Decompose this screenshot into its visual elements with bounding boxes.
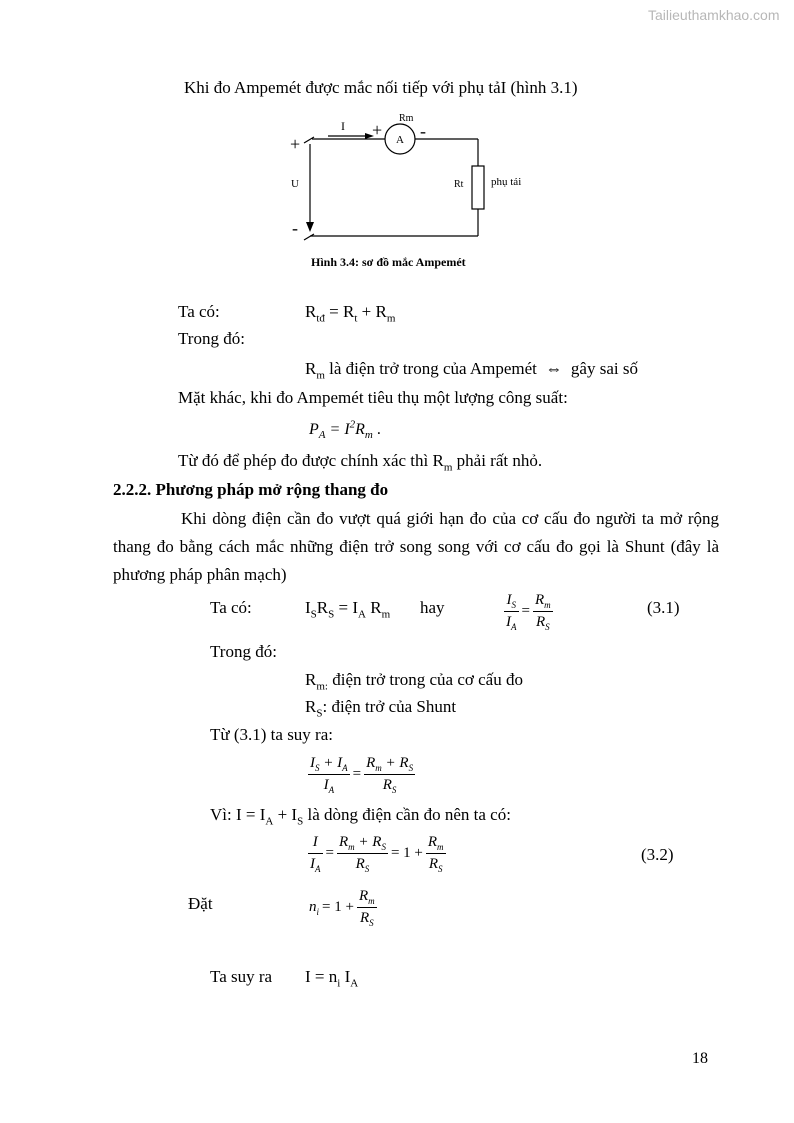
vi-text: Vì: $I = I_A + I_S$ là dòng điện cần đo nên ta có:: [210, 805, 511, 828]
ammeter-circuit-diagram: [280, 108, 530, 248]
final-equation: $I = n_i$ $I_A$: [305, 967, 359, 990]
switch-bottom: [304, 234, 314, 240]
rm-note: $R_m$ là điện trở trong của Ampemét ⇔ gây sai số: [305, 359, 638, 382]
meter-minus-label: -: [420, 121, 426, 141]
trong-do-label-2: Trong đó:: [210, 642, 277, 661]
equation-derived: $\frac{I_S + I_A}{I_A}$ = $\frac{R_m + R_S}{R_S}$: [310, 755, 414, 795]
equation-31-fraction: $\frac{I_S}{I_A}$ = $\frac{R_m}{R_S}$: [506, 592, 551, 632]
equation-31-number: (3.1): [647, 598, 680, 617]
dat-label: Đặt: [188, 894, 213, 913]
figure-caption: Hình 3.4: sơ đồ mắc Ampemét: [311, 255, 466, 269]
power-formula: $P_A = I^2R_m$ .: [309, 418, 381, 442]
current-label: I: [341, 119, 345, 133]
ta-suy-ra-label: Ta suy ra: [210, 967, 273, 986]
definition-rs: $R_S$: điện trở của Shunt: [305, 697, 457, 720]
intro-text: Khi đo Ampemét được mắc nối tiếp với phụ tảI (hình 3.1): [184, 78, 578, 97]
page-number: 18: [692, 1050, 708, 1067]
body-paragraph: Khi dòng điện cần đo vượt quá giới hạn đo của cơ cấu đo người ta mở rộng thang đo bằng cách mắc những điện trở song song với cơ cấu đo gọi là Shunt (đây là phương pháp phân mạch): [113, 509, 719, 584]
trong-do-label-1: Trong đó:: [178, 329, 245, 348]
voltage-arrow-head: [306, 222, 314, 232]
equation-32: $\frac{I}{I_A}$ = $\frac{R_m + R_S}{R_S}$ = 1 + $\frac{R_m}{R_S}$: [310, 834, 444, 874]
mat-khac-text: Mặt khác, khi đo Ampemét tiêu thụ một lượng công suất:: [178, 388, 568, 407]
load-label: phụ tải: [491, 176, 522, 188]
equation-32-number: (3.2): [641, 845, 674, 864]
load-resistor: [472, 166, 484, 209]
left-minus-label: -: [292, 218, 298, 238]
left-plus-label: +: [290, 134, 301, 154]
equation-rtd: $R_{tđ} = R_t + R_m$: [305, 302, 396, 325]
meter-symbol: A: [396, 134, 404, 146]
switch-top: [304, 137, 314, 143]
section-heading: 2.2.2. Phương pháp mở rộng thang đo: [113, 480, 389, 499]
ta-co-label-2: Ta có:: [210, 598, 252, 617]
rm-label: Rm: [399, 113, 414, 124]
rt-label: Rt: [454, 179, 464, 190]
voltage-label: U: [291, 178, 299, 190]
meter-plus-label: +: [372, 120, 383, 140]
ta-co-label-1: Ta có:: [178, 302, 220, 321]
watermark: Tailieuthamkhao.com: [648, 7, 780, 23]
equation-31-inline: $I_SR_S = I_A$ $R_m$: [305, 598, 391, 621]
tu-31-text: Từ (3.1) ta suy ra:: [210, 725, 333, 744]
tu-do-text: Từ đó để phép đo được chính xác thì $R_m$ phải rất nhỏ.: [178, 451, 543, 474]
hay-word: hay: [420, 598, 445, 617]
ni-formula: $n_i = 1$ + $\frac{R_m}{R_S}$: [309, 888, 375, 928]
definition-rm: $R_{m:}$ điện trở trong của cơ cấu đo: [305, 670, 523, 693]
